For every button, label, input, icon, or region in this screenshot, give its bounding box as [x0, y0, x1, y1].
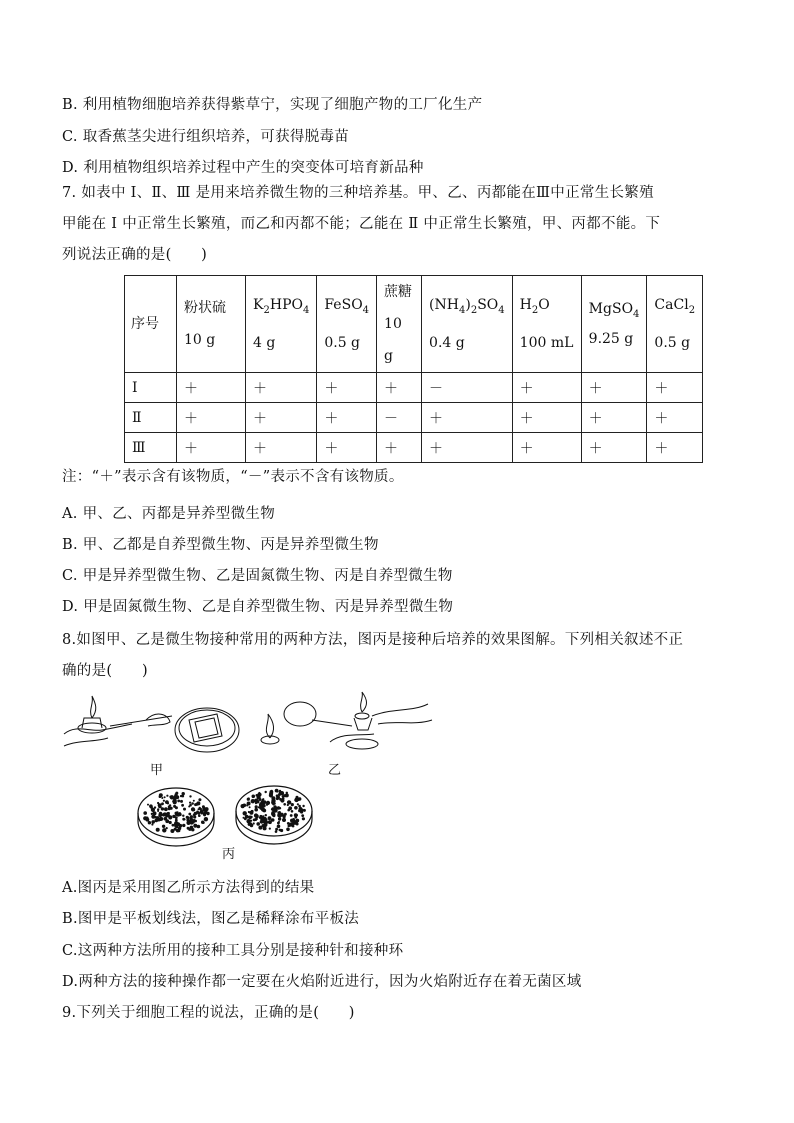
table-row [125, 373, 703, 403]
colony-dot [259, 815, 262, 818]
colony-dot [175, 795, 179, 799]
colony-dot [187, 827, 190, 830]
colony-dot [295, 797, 299, 801]
colony-dot [291, 822, 295, 826]
colony-dot [287, 822, 290, 825]
q7-stem-line1: 7. 如表中 Ⅰ、Ⅱ、Ⅲ 是用来培养微生物的三种培养基。甲、乙、丙都能在Ⅲ中正常生长繁殖 [62, 185, 654, 201]
q7-option-d: D. 甲是固氮微生物、乙是自养型微生物、丙是异养型微生物 [62, 599, 454, 615]
colony-dot [253, 819, 256, 822]
colony-dot [146, 817, 148, 819]
colony-dot [198, 814, 201, 817]
colony-dot [148, 821, 151, 824]
colony-dot [295, 814, 298, 817]
colony-dot [203, 813, 206, 816]
colony-dot [247, 798, 250, 801]
formula-text: MgSO$_4$ [588, 301, 640, 320]
colony-dot [285, 793, 289, 797]
row-label: Ⅰ [125, 373, 177, 403]
colony-dot [182, 815, 184, 817]
colony-dot [286, 828, 290, 832]
q7-option-c: C. 甲是异养型微生物、乙是固氮微生物、丙是自养型微生物 [62, 568, 453, 584]
header-cell: MgSO$_4$ 9.25 g [581, 276, 647, 373]
colony-dot [189, 804, 192, 807]
colony-dot [254, 814, 257, 817]
colony-dot [273, 807, 277, 811]
header-cell: $(NH_4)_2SO_4$ 0.4 g [422, 276, 513, 373]
table-cell: ＋ [177, 373, 246, 403]
q8-stem-line1: 8.如图甲、乙是微生物接种常用的两种方法，图丙是接种后培养的效果图解。下列相关叙述不正 [62, 632, 684, 648]
table-row [125, 433, 703, 463]
colony-dot [262, 798, 264, 800]
colony-dot [182, 818, 185, 821]
colony-dot [283, 803, 286, 806]
table-cell: ＋ [246, 433, 317, 463]
colony-dot [156, 828, 160, 832]
table-cell: ＋ [647, 403, 703, 433]
culture-plate-left [138, 788, 214, 846]
q8-stem-line2: 确的是( ) [62, 663, 148, 679]
table-cell: ＋ [512, 403, 581, 433]
colony-dot [162, 813, 165, 816]
colony-dot [259, 806, 263, 810]
q7-table-note: 注：“＋”表示含有该物质，“－”表示不含有该物质。 [62, 469, 404, 485]
q6-option-c: C. 取香蕉茎尖进行组织培养，可获得脱毒苗 [62, 129, 350, 145]
colony-dot [168, 807, 171, 810]
colony-dot [193, 800, 195, 802]
colony-dot [157, 802, 159, 804]
table-cell: ＋ [422, 403, 513, 433]
colony-dot [170, 795, 174, 799]
q7-option-b: B. 甲、乙都是自养型微生物、丙是异养型微生物 [62, 537, 379, 553]
colony-dot [172, 815, 174, 817]
q9-stem: 9.下列关于细胞工程的说法，正确的是( ) [62, 1005, 355, 1021]
header-cell: CaCl$_2$ 0.5 g [647, 276, 703, 373]
colony-dot [269, 828, 271, 830]
colony-dot [174, 823, 178, 827]
colony-dot [175, 816, 178, 819]
label-yi: 乙 [328, 763, 342, 778]
inoculation-figure [62, 690, 462, 865]
q8-option-b: B.图甲是平板划线法，图乙是稀释涂布平板法 [62, 911, 360, 927]
colony-dot [287, 804, 289, 806]
colony-dot [162, 828, 166, 832]
colony-dot [290, 814, 293, 817]
colony-dot [253, 822, 255, 824]
colony-dot [182, 824, 185, 827]
colony-dot [196, 801, 200, 805]
colony-dot [249, 806, 251, 808]
colony-dot [243, 811, 247, 815]
colony-dot [251, 799, 255, 803]
colony-dot [265, 814, 267, 816]
header-cell: 序号 [125, 276, 177, 373]
colony-dot [151, 808, 155, 812]
colony-dot [189, 795, 191, 797]
colony-dot [181, 804, 184, 807]
colony-dot [271, 796, 275, 800]
colony-dot [277, 796, 280, 799]
colony-dot [188, 813, 191, 816]
formula-text: $K_2HPO_4$ [253, 297, 310, 316]
colony-dot [301, 809, 304, 812]
colony-dot [165, 819, 169, 823]
q8-option-c: C.这两种方法所用的接种工具分别是接种针和接种环 [62, 943, 404, 959]
colony-dot [151, 820, 155, 824]
colony-dot [198, 798, 201, 801]
q8-option-a: A.图丙是采用图乙所示方法得到的结果 [62, 880, 315, 896]
colony-dot [296, 823, 299, 826]
colony-dot [278, 811, 281, 814]
colony-dot [202, 821, 205, 824]
colony-dot [250, 824, 254, 828]
colony-dot [193, 824, 197, 828]
colony-dot [163, 800, 165, 802]
q7-stem-line2: 甲能在 Ⅰ 中正常生长繁殖，而乙和丙都不能；乙能在 Ⅱ 中正常生长繁殖，甲、丙都不能。下 [62, 216, 661, 232]
colony-dot [263, 800, 267, 804]
table-cell: ＋ [581, 403, 647, 433]
colony-dot [271, 790, 273, 792]
colony-dot [159, 793, 163, 797]
table-cell: ＋ [317, 373, 377, 403]
colony-dot [275, 830, 278, 833]
colony-dot [161, 797, 163, 799]
colony-dot [162, 825, 165, 828]
colony-dot [180, 795, 182, 797]
colony-dot [166, 795, 168, 797]
colony-dot [161, 802, 164, 805]
colony-dot [256, 822, 260, 826]
colony-dot [246, 819, 250, 823]
colony-dot [169, 804, 171, 806]
colony-dot [256, 794, 259, 797]
colony-dot [278, 793, 281, 796]
colony-dot [151, 815, 155, 819]
colony-dot [290, 819, 294, 823]
colony-dot [296, 819, 299, 822]
colony-dot [143, 811, 147, 815]
table-cell: ＋ [377, 373, 422, 403]
colony-dot [266, 804, 268, 806]
colony-dot [189, 802, 191, 804]
colony-dot [302, 817, 305, 820]
colony-dot [176, 811, 179, 814]
colony-dot [190, 815, 193, 818]
colony-dot [187, 820, 190, 823]
formula-text: CaCl$_2$ [654, 297, 696, 316]
q7-option-a: A. 甲、乙、丙都是异养型微生物 [62, 506, 275, 522]
colony-dot [183, 808, 186, 811]
colony-dot [164, 807, 168, 811]
colony-dot [283, 816, 286, 819]
colony-dot [172, 800, 174, 802]
table-row [125, 403, 703, 433]
colony-dot [241, 804, 245, 808]
colony-dot [151, 823, 153, 825]
header-cell: 粉状硫 10 g [177, 276, 246, 373]
colony-dot [279, 790, 281, 792]
colony-dot [193, 815, 196, 818]
q8-option-d: D.两种方法的接种操作都一定要在火焰附近进行，因为火焰附近存在着无菌区域 [62, 974, 582, 990]
colony-dot [248, 811, 250, 813]
colony-dot [291, 803, 294, 806]
colony-dot [282, 818, 286, 822]
colony-dot [294, 806, 298, 810]
colony-dot [177, 800, 180, 803]
colony-dot [157, 818, 161, 822]
colony-dot [280, 829, 283, 832]
table-cell: － [377, 403, 422, 433]
colony-dot [169, 821, 172, 824]
colony-dot [205, 808, 208, 811]
culture-medium-table [124, 275, 703, 463]
formula-text: $(NH_4)_2SO_4$ [429, 297, 505, 316]
colony-dot [153, 812, 156, 815]
table-cell: ＋ [422, 433, 513, 463]
colony-dot [262, 809, 266, 813]
row-label: Ⅲ [125, 433, 177, 463]
colony-dot [248, 816, 252, 820]
colony-dot [166, 813, 170, 817]
colony-dot [191, 802, 194, 805]
header-cell: $K_2HPO_4$ 4 g [246, 276, 317, 373]
colony-dot [165, 800, 169, 804]
colony-dot [245, 815, 249, 819]
colony-dot [180, 800, 183, 803]
colony-dot [291, 810, 294, 813]
colony-dot [251, 810, 254, 813]
colony-dot [275, 828, 278, 831]
colony-dot [206, 812, 209, 815]
table-cell: ＋ [581, 373, 647, 403]
colony-dot [268, 816, 272, 820]
table-cell: ＋ [177, 433, 246, 463]
culture-plate-right [236, 786, 312, 844]
colony-dot [297, 803, 299, 805]
table-cell: ＋ [317, 403, 377, 433]
colony-dot [175, 792, 178, 795]
header-cell: FeSO$_4$ 0.5 g [317, 276, 377, 373]
label-bing: 丙 [222, 847, 236, 862]
q7-stem-line3: 列说法正确的是( ) [62, 247, 208, 263]
colony-dot [260, 820, 264, 824]
colony-dot [301, 814, 304, 817]
colony-dot [197, 811, 200, 814]
q6-option-d: D. 利用植物组织培养过程中产生的突变体可培育新品种 [62, 160, 424, 176]
colony-dot [194, 812, 197, 815]
colony-dot [280, 798, 284, 802]
colony-dot [302, 805, 304, 807]
colony-dot [288, 806, 292, 810]
formula-text: FeSO$_4$ [324, 297, 370, 316]
colony-dot [262, 824, 265, 827]
colony-dot [265, 791, 267, 793]
colony-dot [158, 805, 162, 809]
header-cell: $H_2O$ 100 mL [512, 276, 581, 373]
table-cell: ＋ [177, 403, 246, 433]
colony-dot [278, 817, 281, 820]
table-cell: ＋ [512, 373, 581, 403]
q6-option-b: B. 利用植物细胞培养获得紫草宁，实现了细胞产物的工厂化生产 [62, 97, 483, 113]
colony-dot [194, 820, 196, 822]
colony-dot [191, 828, 194, 831]
header-cell: 蔗糖 10 g [377, 276, 422, 373]
table-cell: ＋ [647, 433, 703, 463]
colony-dot [179, 812, 181, 814]
colony-dot [280, 814, 282, 816]
colony-dot [277, 790, 279, 792]
colony-dot [204, 817, 208, 821]
table-cell: ＋ [512, 433, 581, 463]
table-cell: － [422, 373, 513, 403]
colony-dot [158, 813, 162, 817]
colony-dot [264, 818, 268, 822]
table-cell: ＋ [246, 403, 317, 433]
colony-dot [271, 811, 274, 814]
table-cell: ＋ [246, 373, 317, 403]
colony-dot [172, 824, 175, 827]
colony-dot [252, 795, 256, 799]
colony-dot [277, 825, 281, 829]
formula-text: $H_2O$ [519, 297, 550, 316]
colony-dot [149, 804, 153, 808]
table-cell: ＋ [647, 373, 703, 403]
colony-dot [157, 810, 159, 812]
inoculation-illustration [62, 690, 462, 865]
table-header-row [125, 276, 703, 373]
colony-dot [164, 796, 166, 798]
colony-dot [178, 827, 181, 830]
colony-dot [288, 825, 291, 828]
colony-dot [191, 807, 195, 811]
colony-dot [268, 820, 272, 824]
table-cell: ＋ [377, 433, 422, 463]
colony-dot [199, 807, 201, 809]
colony-dot [277, 822, 280, 825]
colony-dot [147, 804, 149, 806]
colony-dot [254, 808, 258, 812]
colony-dot [247, 802, 251, 806]
colony-dot [288, 802, 291, 805]
colony-dot [175, 806, 178, 809]
table-cell: ＋ [317, 433, 377, 463]
label-jia: 甲 [150, 763, 164, 778]
row-label: Ⅱ [125, 403, 177, 433]
table-cell: ＋ [581, 433, 647, 463]
colony-dot [200, 812, 202, 814]
